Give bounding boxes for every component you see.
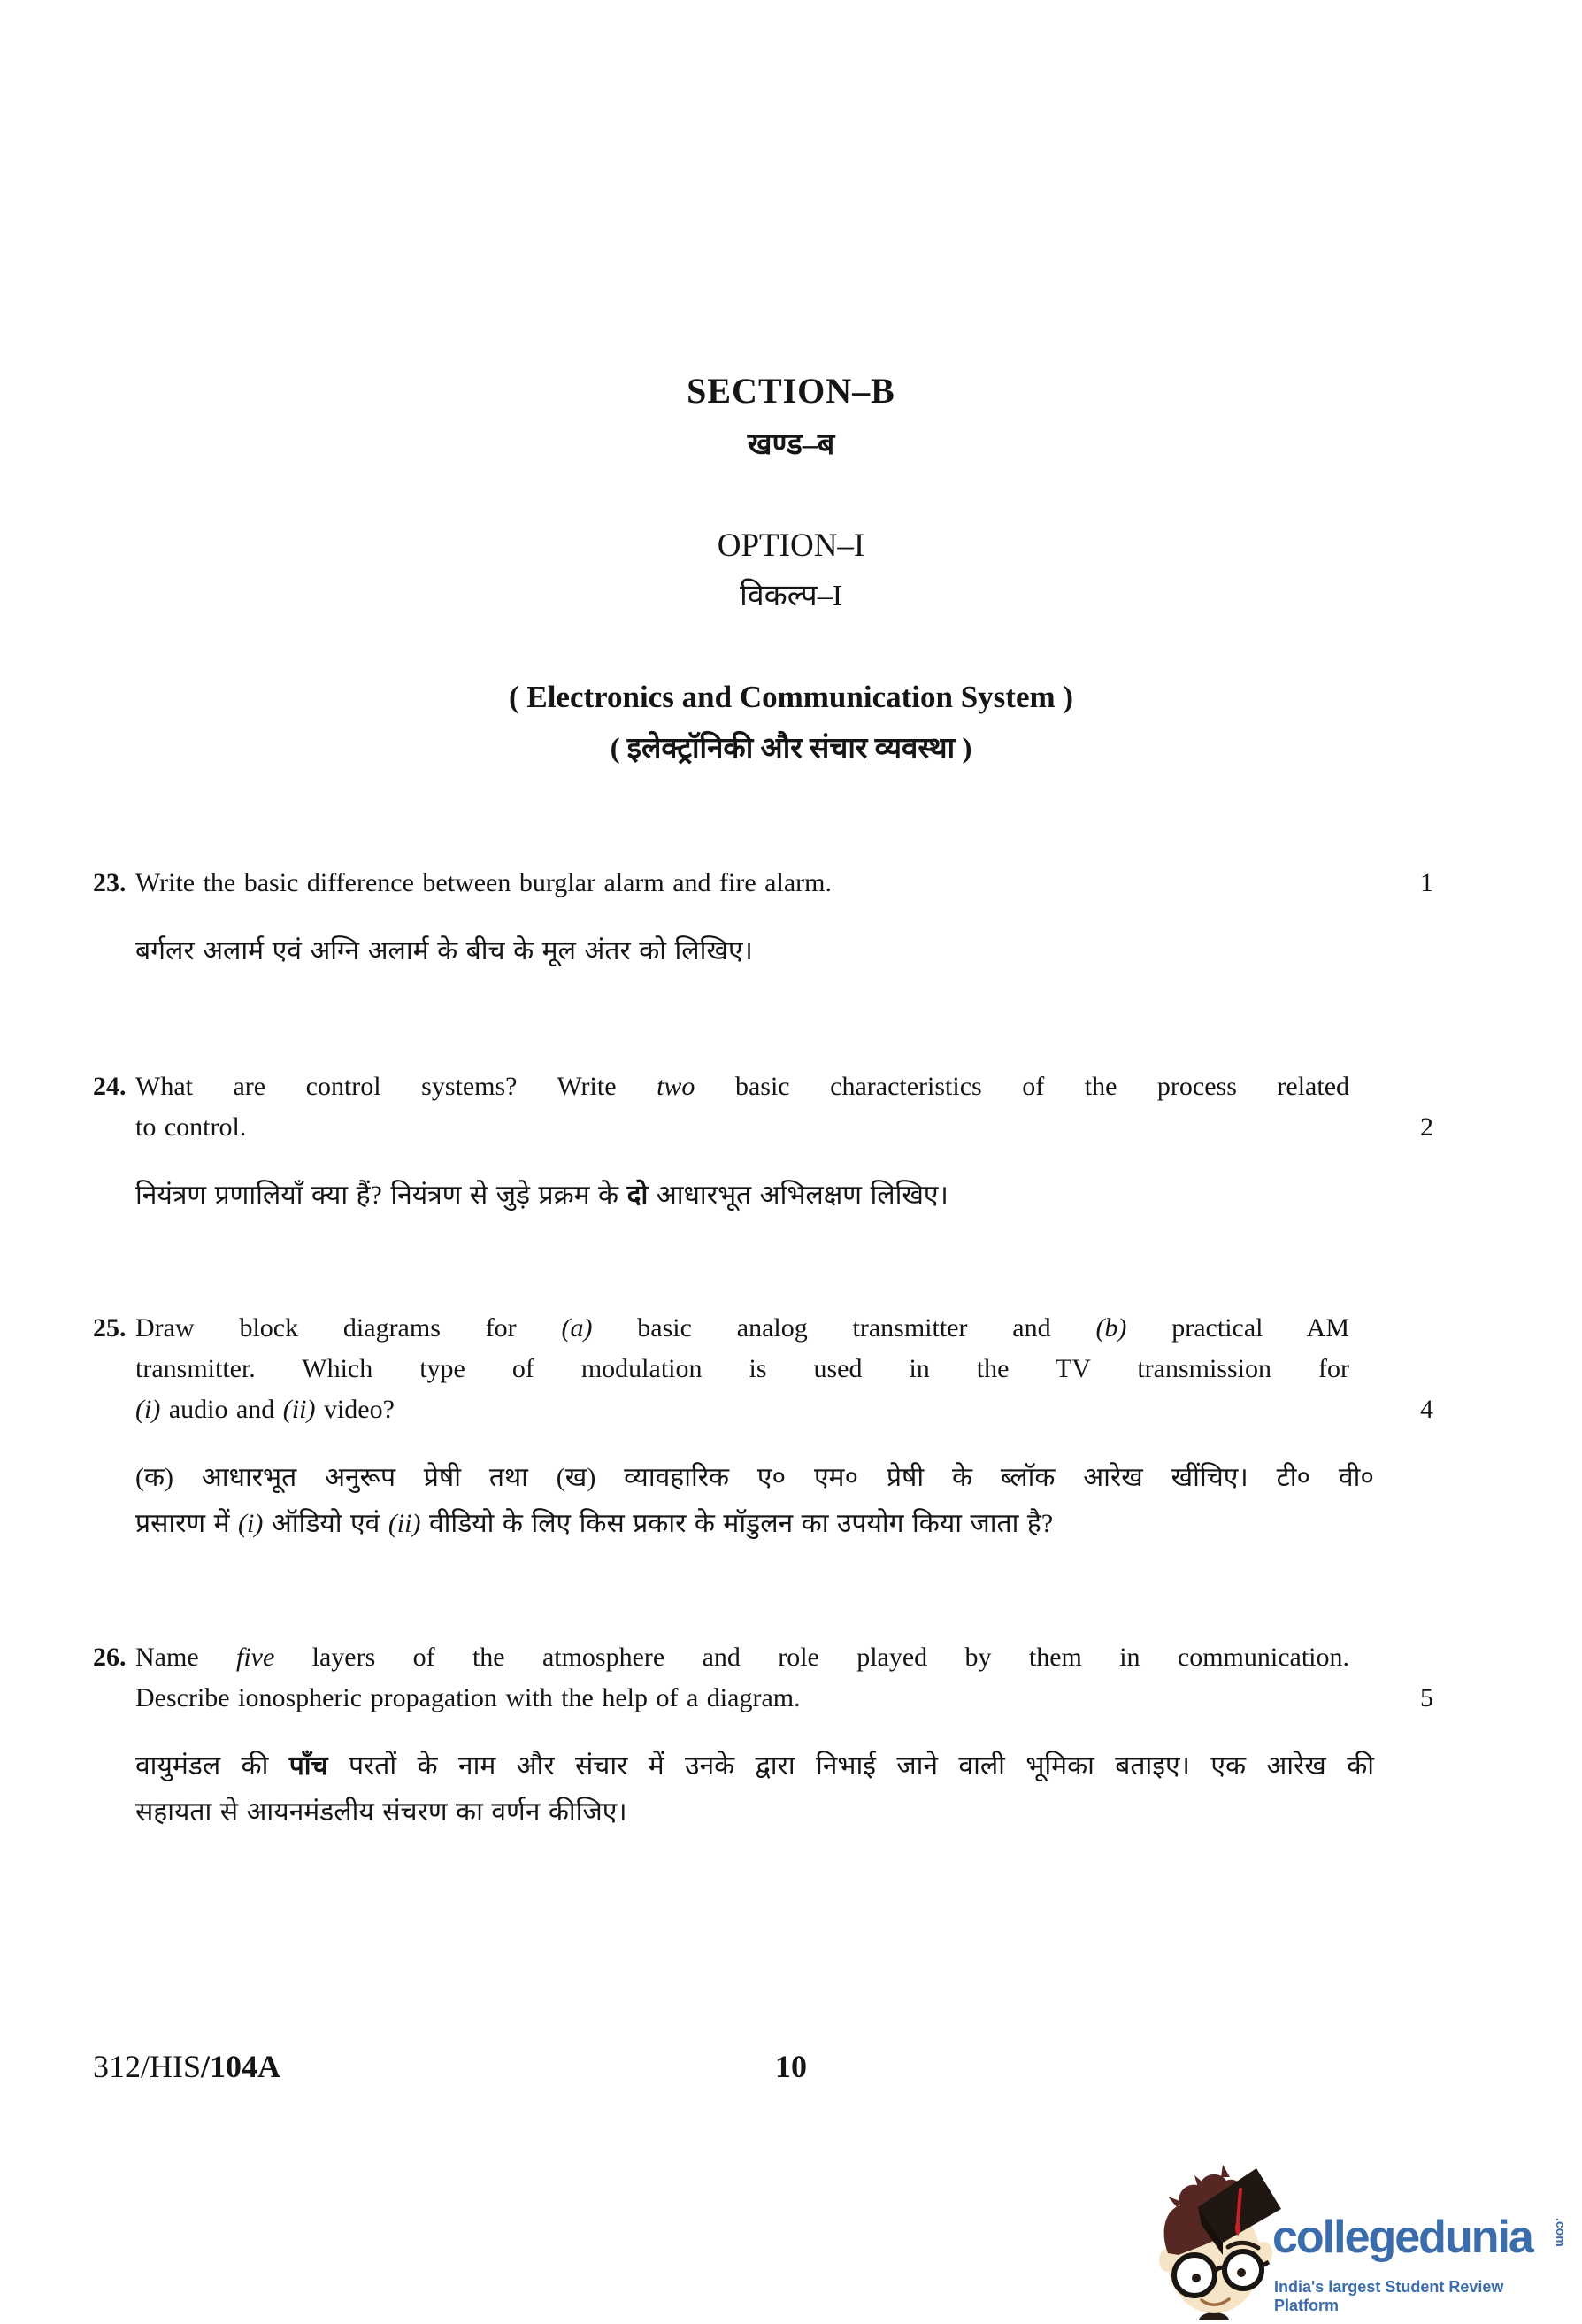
marks-value: 1 <box>1420 868 1433 897</box>
question-text-english <box>135 1066 1433 1148</box>
text-segment: basic characteristics of the process related <box>695 1072 1350 1101</box>
text-segment: Write the basic difference between burglar alarm and fire alarm. <box>135 868 832 897</box>
question-text-hindi <box>135 1455 1429 1547</box>
text-segment: (i) <box>238 1509 264 1538</box>
question-text-hindi <box>135 928 1429 974</box>
section-title-hindi: खण्ड–ब <box>747 428 835 461</box>
text-segment: Draw block diagrams for <box>135 1313 562 1343</box>
text-segment: practical AM <box>1126 1313 1349 1343</box>
logo-wordmark: collegedunia <box>1272 2212 1532 2263</box>
question-25 <box>93 1308 1433 1547</box>
text-segment: basic analog transmitter and <box>592 1313 1096 1343</box>
text-segment: (a) <box>561 1313 593 1343</box>
subject-title-hindi: ( इलेक्ट्रॉनिकी और संचार व्यवस्था ) <box>610 733 972 765</box>
text-segment: five <box>235 1643 275 1672</box>
text-segment: (ii) <box>388 1509 421 1538</box>
text-segment: (क) आधारभूत अनुरूप प्रेषी तथा (ख) व्यावहारिक ए० एम० प्रेषी के ब्लॉक आरेख खींचिए। टी० वी० <box>135 1463 1374 1492</box>
question-text-english <box>135 1637 1433 1719</box>
subject-title: ( Electronics and Communication System ) <box>508 680 1074 714</box>
text-segment: नियंत्रण प्रणालियाँ क्या हैं? नियंत्रण से जुड़े प्रक्रम के <box>135 1181 627 1210</box>
pupil-right <box>1237 2268 1246 2277</box>
text-segment: video? <box>315 1395 395 1424</box>
logo-tld: .com <box>1554 2218 1568 2247</box>
text-segment: 312/HIS <box>93 2049 202 2084</box>
question-text-english <box>135 1308 1433 1430</box>
text-segment: transmitter. Which type of modulation is used in the TV transmission for <box>135 1354 1349 1383</box>
hindi-line <box>135 1501 1374 1547</box>
option-title-hindi: विकल्प–I <box>739 580 843 612</box>
text-segment: प्रसारण में <box>135 1509 239 1538</box>
text-segment: दो <box>626 1181 649 1210</box>
hindi-line <box>135 1173 1374 1219</box>
hindi-line <box>135 928 1374 974</box>
english-line <box>135 1678 1433 1719</box>
text-segment: two <box>657 1072 695 1101</box>
hindi-line <box>135 1743 1374 1789</box>
text-segment: बर्गलर अलार्म एवं अग्नि अलार्म के बीच के मूल अंतर को लिखिए। <box>135 936 753 966</box>
text-segment: audio and <box>160 1395 283 1424</box>
text-segment: layers of the atmosphere and role played by them in communication. <box>274 1643 1349 1672</box>
english-line <box>135 1637 1349 1678</box>
question-number: 25. <box>93 1313 127 1343</box>
hindi-line <box>135 1789 1374 1835</box>
page-number: 10 <box>775 2049 807 2084</box>
question-text-english <box>135 863 1433 904</box>
question-23 <box>93 863 1433 974</box>
text-segment: (b) <box>1095 1313 1127 1343</box>
marks-value: 5 <box>1420 1683 1433 1712</box>
text-segment: Describe ionospheric propagation with the help of a diagram. <box>135 1683 801 1712</box>
english-line <box>135 1308 1349 1349</box>
collegedunia-logo <box>1140 2154 1568 2322</box>
english-line <box>135 1107 1433 1148</box>
hindi-line <box>135 1455 1374 1501</box>
option-title: OPTION–I <box>717 527 865 564</box>
question-number: 24. <box>93 1072 127 1101</box>
text-segment: /104A <box>201 2049 281 2084</box>
question-text-hindi <box>135 1173 1429 1219</box>
text-segment: परतों के नाम और संचार में उनके द्वारा निभाई जाने वाली भूमिका बताइए। एक आरेख की <box>327 1751 1374 1781</box>
question-text-hindi <box>135 1743 1429 1835</box>
graduate-mascot-icon <box>1159 2154 1283 2320</box>
text-segment: (i) <box>135 1395 161 1424</box>
marks-value: 2 <box>1420 1112 1433 1142</box>
marks-value: 4 <box>1420 1395 1433 1424</box>
text-segment: (ii) <box>282 1395 316 1424</box>
text-segment: वीडियो के लिए किस प्रकार के मॉडुलन का उपयोग किया जाता है? <box>420 1509 1054 1538</box>
text-segment: वायुमंडल की <box>135 1751 289 1781</box>
text-segment: ऑडियो एवं <box>263 1509 388 1538</box>
section-title: SECTION–B <box>687 371 895 411</box>
text-segment: Name <box>135 1643 236 1672</box>
text-segment: What are control systems? Write <box>135 1072 657 1101</box>
pupil-left <box>1192 2274 1201 2282</box>
text-segment: सहायता से आयनमंडलीय संचरण का वर्णन कीजिए। <box>135 1797 627 1827</box>
text-segment: पाँच <box>288 1751 328 1781</box>
question-number: 23. <box>93 868 127 897</box>
question-26 <box>93 1637 1433 1835</box>
english-line <box>135 1349 1349 1389</box>
text-segment: to control. <box>135 1112 247 1142</box>
english-line <box>135 1066 1349 1107</box>
text-segment: आधारभूत अभिलक्षण लिखिए। <box>648 1181 948 1210</box>
logo-tagline: India's largest Student Review Platform <box>1274 2278 1504 2314</box>
english-line <box>135 1389 1433 1430</box>
question-24 <box>93 1066 1433 1219</box>
english-line <box>135 863 1433 904</box>
question-number: 26. <box>93 1643 127 1672</box>
